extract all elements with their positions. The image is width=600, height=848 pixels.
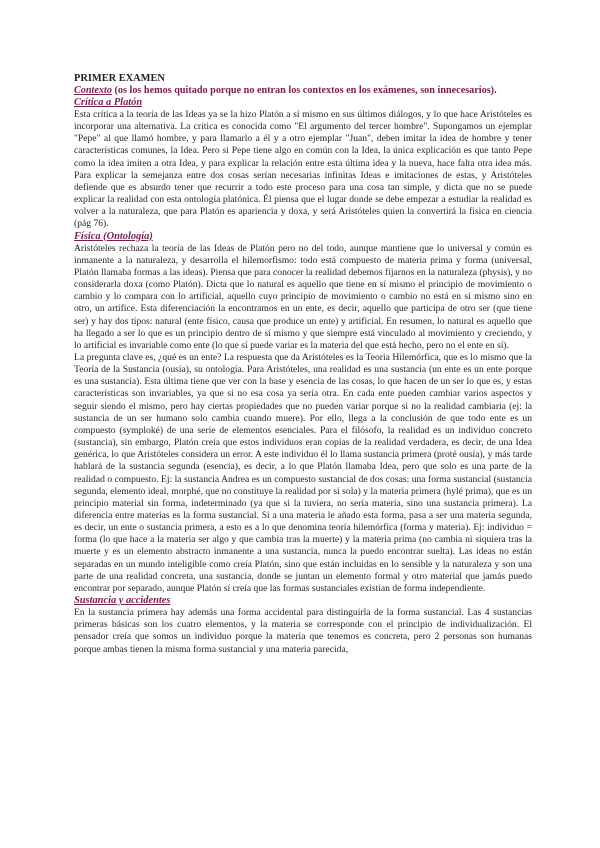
- context-label: Contexto: [74, 85, 112, 96]
- document-title: PRIMER EXAMEN: [74, 73, 165, 84]
- paragraph-fisica-2: La pregunta clave es, ¿qué es un ente? La respuesta que da Aristóteles es la Teoría Hilemórfica, que es lo mismo que la Teoría de la Sustancia (ousía), su ontología. Para Aristóteles, una realidad es una sustancia (un ente es un ente porque es una sustancia). Esta última tiene que ver con la base y esencia de las cosas, lo que hacen de un ser lo que es, y estas características son invariables, ya que si no esa cosa ya sería otra. En cada ente pueden cambiar varios aspectos y seguir siendo el mismo, pero hay ciertas propiedades que no pueden variar porque si no la realidad cambiaría (ej: la sustancia de un ser humano solo cambia cuando muere). Por ello, llega a la conclusión de que todo ente es un compuesto (symploké) de una serie de elementos esenciales. Para el filósofo, la realidad es un individuo concreto (sustancia), sin embargo, Platón creía que estos individuos eran copias de la realidad verdadera, es decir, de una Idea genérica, lo que Aristóteles considera un error. A este individuo él lo llama sustancia primera (proté ousía), y más tarde hablará de la sustancia segunda (esencia), es decir, a lo que Platón llamaba Idea, pero que solo es una parte de la realidad o compuesto. Ej: la sustancia Andrea es un compuesto sustancial de dos cosas: una forma sustancial (sustancia segunda, elemento ideal, morphé, que no constituye la realidad por sí sola) y la materia primera (hylé prima), que es un principio material sin forma, indeterminado (ya que si la tuviera, no sería materia, sino una sustancia primera). La diferencia entre materias es la forma sustancial. Si a una materia le añado esta forma, pasa a ser una materia segunda, es decir, un ente o sustancia primera, a esto es a lo que denomina teoría hilemórfica (forma y materia). Ej: individuo = forma (lo que hace a la materia ser algo y que cambia tras la muerte) y la materia prima (no cambia ni siquiera tras la muerte y es un elemento abstracto inmanente a una sustancia, nunca la puedo encontrar suelta). Las ideas no están separadas en un mundo inteligible como creía Platón, sino que están incluidas en lo sensible y la naturaleza y son una parte de una realidad concreta, una sustancia, donde se juntan un elemento formal y otro material que jamás puedo encontrar por separado, aunque Platón sí creía que las formas sustanciales existían de forma independiente.: [74, 351, 532, 594]
- section-heading-sustancia: Sustancia y accidentes: [74, 595, 171, 607]
- document-page: [74, 73, 532, 656]
- paragraph-critica: Esta crítica a la teoría de las Ideas ya se la hizo Platón a sí mismo en sus últimos diálogos, y lo que hace Aristóteles es incorporar una alternativa. La crítica es conocida como "El argumento del tercer hombre". Supongamos un ejemplar "Pepe" al que llamó hombre, y para llamarlo a él y a otro ejemplar "Juan", deben imitar la idea de hombre y tener características comunes, la Idea. Pero si Pepe tiene algo en común con la Idea, la única explicación es que tanto Pepe como la idea imiten a otra Idea, y para explicar la relación entre esta última idea y la nueva, hace falta otra idea más. Para explicar la semejanza entre dos cosas serían necesarias infinitas Ideas e imitaciones de estas, y Aristóteles defiende que es absurdo tener que recurrir a todo este proceso para una cosa tan simple, y dicta que no se puede explicar la realidad con esta ontología platónica. Él piensa que el lugar donde se debe empezar a estudiar la realidad es volver a la naturaleza, que para Platón es apariencia y doxa, y será Aristóteles quien la convertirá la física en ciencia (pág 76).: [74, 109, 532, 230]
- context-line: [74, 85, 532, 97]
- section-heading-critica: Crítica a Platón: [74, 97, 143, 108]
- paragraph-sustancia: En la sustancia primera hay además una forma accidental para distinguirla de la forma sustancial. Las 4 sustancias primeras básicas son los cuatro elementos, y la materia se corresponde con el principio de individualización. El pensador creía que somos un individuo porque la materia que tenemos es concreta, pero 2 personas son humanas porque ambas tienen la misma forma sustancial y una materia parecida,: [74, 607, 532, 655]
- paragraph-fisica-1: Aristóteles rechaza la teoría de las Ideas de Platón pero no del todo, aunque mantiene que lo universal y común es inmanente a la naturaleza, y desarrolla el hilemorfismo: todo está compuesto de materia prima y forma (universal, Platón llamaba formas a las ideas). Piensa que para conocer la realidad debemos fijarnos en la naturaleza (physis), y no considerarla doxa (como Platón). Dicta que lo natural es aquello que tiene en sí mismo el principio de movimiento o cambio y lo compara con lo artificial, aquello cuyo principio de movimiento o cambio no está en sí mismo sino en otro, un artífice. Esta diferenciación la encontramos en un ente, es decir, aquello que participa de otro ser (que tiene ser) y hay dos tipos: natural (ente físico, causa que produce un ente) y artificial. En resumen, lo natural es aquello que ha llegado a ser lo que es un principio dentro de sí mismo y que siempre está vinculado al movimiento y creciendo, y lo artificial es invariable como ente (lo que sí puede variar es la materia del que está hecho, pero no el ente en sí).: [74, 242, 532, 351]
- section-heading-fisica: Física (Ontología): [74, 230, 153, 242]
- context-note: (os los hemos quitado porque no entran los contextos en los exámenes, son innecesarios).: [111, 85, 497, 96]
